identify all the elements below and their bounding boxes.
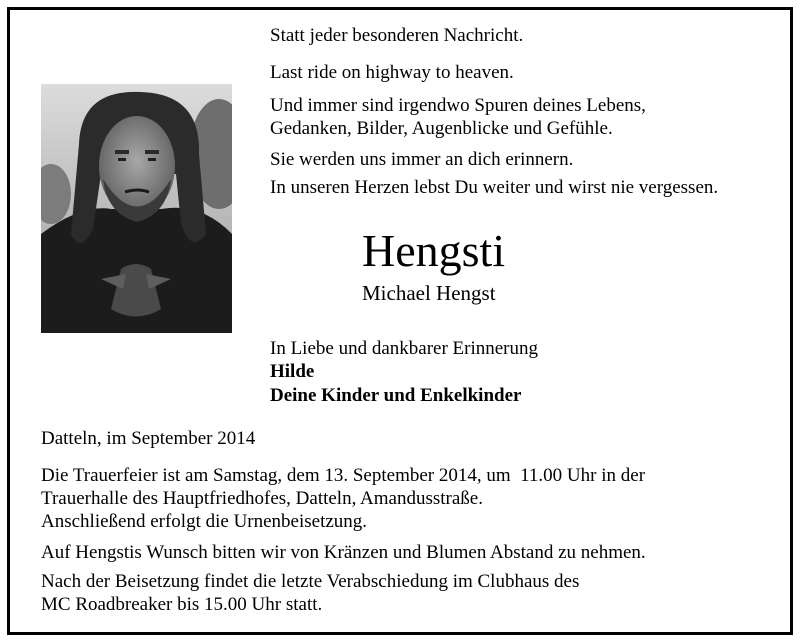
deceased-nickname: Hengsti: [362, 225, 506, 276]
mourner-name: Hilde: [270, 361, 315, 382]
verse-line-3: Gedanken, Bilder, Augenblicke und Gefühle.: [270, 118, 613, 139]
mourner-name: Deine Kinder und Enkelkinder: [270, 385, 522, 406]
verse-line-4: Sie werden uns immer an dich erinnern.: [270, 149, 574, 170]
verse-line-2: Und immer sind irgendwo Spuren deines Lebens,: [270, 95, 646, 116]
mourners-intro: In Liebe und dankbarer Erinnerung: [270, 338, 539, 359]
verse-line-1: Last ride on highway to heaven.: [270, 62, 514, 83]
place-date: Datteln, im September 2014: [41, 428, 256, 449]
detail-line-2: Trauerhalle des Hauptfriedhofes, Datteln, Amandusstraße.: [41, 488, 483, 509]
detail-line-4: Auf Hengstis Wunsch bitten wir von Kränzen und Blumen Abstand zu nehmen.: [41, 542, 646, 563]
detail-line-3: Anschließend erfolgt die Urnenbeisetzung.: [41, 511, 368, 532]
verse-line-5: In unseren Herzen lebst Du weiter und wirst nie vergessen.: [270, 177, 719, 198]
portrait-photo: [41, 84, 232, 333]
deceased-full-name: Michael Hengst: [362, 281, 496, 305]
detail-line-6: MC Roadbreaker bis 15.00 Uhr statt.: [41, 594, 323, 615]
detail-line-1: Die Trauerfeier ist am Samstag, dem 13. September 2014, um 11.00 Uhr in der: [41, 465, 646, 486]
detail-line-5: Nach der Beisetzung findet die letzte Verabschiedung im Clubhaus des: [41, 571, 580, 592]
header-line: Statt jeder besonderen Nachricht.: [270, 25, 524, 46]
